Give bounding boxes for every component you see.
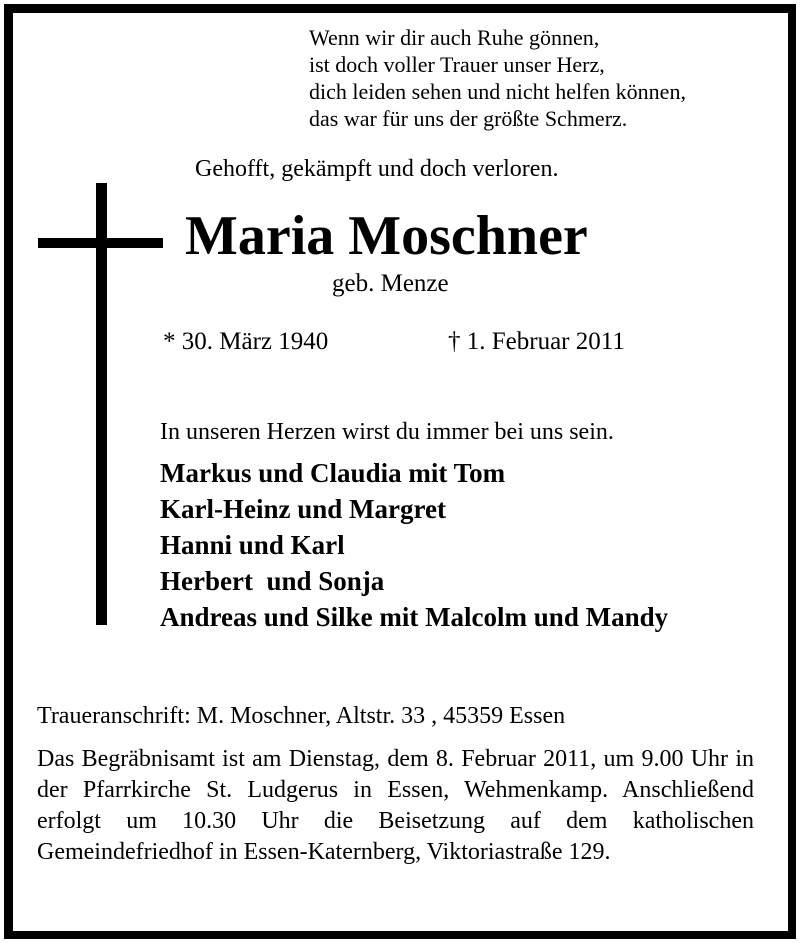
mourning-address: Traueranschrift: M. Moschner, Altstr. 33 , 45359 Essen	[37, 703, 566, 729]
mourner-entry: Andreas und Silke mit Malcolm und Mandy	[160, 602, 669, 632]
poem-block	[309, 24, 686, 132]
mourner-entry: Herbert und Sonja	[160, 566, 385, 596]
mourners-list	[160, 455, 668, 635]
poem-line: ist doch voller Trauer unser Herz,	[309, 52, 605, 77]
poem-line: Wenn wir dir auch Ruhe gönnen,	[309, 25, 600, 50]
cross-icon	[96, 183, 107, 625]
mourner-entry: Markus und Claudia mit Tom	[160, 458, 506, 488]
mourner-entry: Karl-Heinz und Margret	[160, 494, 446, 524]
maiden-name: geb. Menze	[332, 270, 449, 297]
funeral-details: Das Begräbnisamt ist am Dienstag, dem 8. Februar 2011, um 9.00 Uhr in der Pfarrkirche St. Ludgerus in Essen, Wehmenkamp. Anschließend erfolgt um 10.30 Uhr die Beisetzung auf dem katholischen Gemeindefriedhof in Essen-Katernberg, Viktoriastraße 129.	[37, 746, 754, 865]
motto: Gehofft, gekämpft und doch verloren.	[195, 156, 559, 182]
poem-line: das war für uns der größte Schmerz.	[309, 106, 628, 131]
poem-line: dich leiden sehen und nicht helfen können,	[309, 79, 686, 104]
deceased-name: Maria Moschner	[185, 205, 588, 267]
death-date: † 1. Februar 2011	[448, 328, 625, 355]
memorial-tagline: In unseren Herzen wirst du immer bei uns sein.	[160, 419, 614, 445]
birth-date: * 30. März 1940	[163, 328, 329, 355]
cross-icon-bar	[38, 238, 163, 248]
mourner-entry: Hanni und Karl	[160, 530, 345, 560]
